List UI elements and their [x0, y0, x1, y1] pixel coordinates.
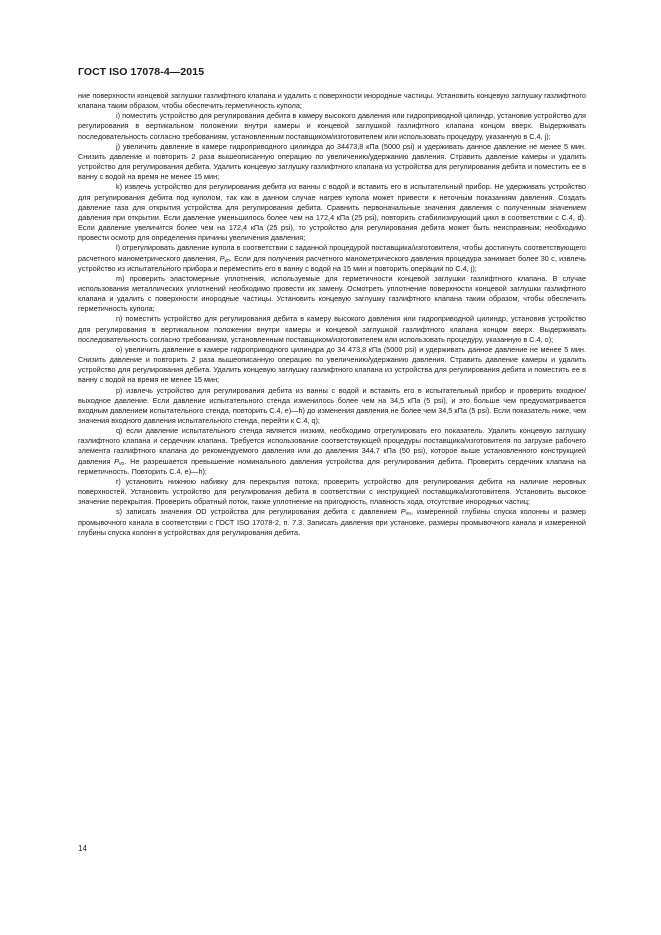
paragraph-text: , измеренной глубины спуска колонны и размер промывочного канала в соответствии с ГОСТ ISO 17078-2, п. 7.3. Записать давления при установке, размеры промывочного канала и измеренной глубины спуска колонн в устройствах для регулирования дебита.	[78, 507, 586, 537]
paragraph-item-r: r) установить нижнюю набивку для перекрытия потока; проверить устройство для регулирования дебита на наличие неровных поверхностей. Установить устройство для регулирования дебита в соответствии с инструкцией поставщика/изготовителя. Установить высокое значение перекрытия. Проверить обратный поток, также уплотнение на пригодность, плавность хода, отсутствие инородных частиц;	[78, 476, 586, 507]
paragraph-item-s	[78, 507, 586, 537]
document-header: ГОСТ ISO 17078-4—2015	[78, 66, 205, 78]
paragraph-item-o: о) увеличить давление в камере гидроприводного цилиндра до 34 473,8 кПа (5000 psi) и удерживать данное давление не менее 5 мин. Снизить давление и повторить 2 раза вышеописанную операцию по увеличению/удержанию давления. Стравить давление камеры и удалить устройство для регулирования дебита. Удалить концевую заглушку газлифтного клапана из устройства для регулирования дебита и поместить ее в ванну с водой на время не менее 15 мин;	[78, 344, 586, 385]
paragraph-text: q) если давление испытательного стенда является низким, необходимо отрегулировать его показатель. Удалить концевую заглушку газлифтного клапана и сердечник клапана. Требуется использование соответствующей процедуры поставщика/изготовителя по загрузке рабочего элемента газлифтного клапана до рекомендуемого давления или до давления 344,7 кПа (50 psi), которое выше установленного конструкцией давления	[78, 426, 586, 466]
paragraph-item-i: i) поместить устройство для регулирования дебита в камеру высокого давления или гидроприводной цилиндр, установив устройство для регулирования в вертикальном положении внутри камеры и концевой заглушкой газлифтного клапана концом вверх. Выдерживать последовательность согласно требованиям, установленным поставщиком/изготовителем или использовать процедуру, указанную в С.4, j);	[78, 111, 586, 141]
paragraph-item-m: m) проверить эластомерные уплотнения, используемые для герметичности концевой заглушки газлифтного клапана. В случае использования металлических уплотнений необходимо провести их замену. Осмотреть уплотнение поверхности концевой заглушки газлифтного клапана и удалить с поверхности инородные частицы. Установить концевую заглушку газлифтного клапана таким образом, чтобы обеспечить герметичность купола;	[78, 273, 586, 314]
pressure-subscript: vo	[119, 460, 125, 467]
paragraph-item-l	[78, 243, 586, 273]
paragraph-text: l) отрегулировать давление купола в соответствии с заданной процедурой поставщика/изготовителя, чтобы достигнуть соответствующего расчетного манометрического давления,	[78, 243, 586, 263]
pressure-subscript: vo	[405, 511, 411, 518]
paragraph-item-p: р) извлечь устройство для регулирования дебита из ванны с водой и вставить его в испытательный прибор и проверить входное/выходное давление. Если давление испытательного стенда изменилось более чем на 34,5 кПа (5 psi), и это больше чем предусматривается входным давлением испытательного стенда, повторить С.4, е)—h) до изменения давления не более чем 34,5 кПа (5 psi). Если показатель ниже, чем значения входного давления испытательного стенда, перейти к С.4, q);	[78, 385, 586, 425]
document-body	[78, 91, 586, 538]
paragraph-item-k: k) извлечь устройство для регулирования дебита из ванны с водой и вставить его в испытательный прибор. Не удерживать устройство для регулирования дебита под куполом, так как в данном случае нагрев купола может привести к неточным показаниям давления. Создать давление газа для открытия устройства для регулирования дебита. Сравнить первоначальные значения давления с полученным значением давления при открытии. Если давление уменьшилось более чем на 172,4 кПа (25 psi), повторить стабилизирующий цикл в соответствии с С.4, d). Если давление увеличится более чем на 172,4 кПа (25 psi), то устройство для регулирования дебита может быть неисправным; необходимо провести осмотр для определения причины увеличения давления;	[78, 182, 586, 243]
paragraph-item-n: n) поместить устройство для регулирования дебита в камеру высокого давления или гидроприводной цилиндр, установив устройство для регулирования в вертикальном положении внутри камеры и концевой заглушкой газлифтного клапана концом вверх. Выдерживать последовательность согласно требованиям, установленным поставщиком/изготовителем или использовать процедуру, указанную в С.4, о);	[78, 314, 586, 344]
page-number: 14	[78, 844, 87, 853]
paragraph-item-j: j) увеличить давление в камере гидроприводного цилиндра до 34473,8 кПа (5000 psi) и удерживать данное давление не менее 5 мин. Снизить давление и повторить 2 раза вышеописанную операцию по увеличению/удержанию давления. Стравить давление камеры и удалить устройство для регулирования дебита. Удалить концевую заглушку газлифтного клапана из устройства для регулирования дебита и поместить ее в ванну с водой на время не менее 15 мин;	[78, 141, 586, 182]
pressure-subscript: vo	[224, 257, 230, 264]
paragraph-text: . Не разрешается превышение номинального давления устройства для регулирования дебита. Проверить сердечник клапана на герметичность. Повторить С.4, е)—h);	[78, 456, 586, 476]
paragraph-item-q	[78, 426, 586, 477]
pressure-symbol: P	[400, 507, 406, 517]
paragraph-text: . Если для получения расчетного манометрического давления процедура занимает более 30 с, извлечь устройство из испытательного прибора и переместить его в ванну с водой на 15 мин и повторить операции по С.4, j);	[78, 253, 586, 273]
pressure-symbol: P	[219, 253, 225, 263]
paragraph-text: s) записать значения OD устройства для регулирования дебита с давлением	[116, 507, 401, 517]
pressure-symbol: P	[114, 456, 120, 466]
paragraph-continuation: ние поверхности концевой заглушки газлифтного клапана и удалить с поверхности инородные частицы. Установить концевую заглушку газлифтного клапана таким образом, чтобы обеспечить герметичность купола;	[78, 91, 586, 111]
